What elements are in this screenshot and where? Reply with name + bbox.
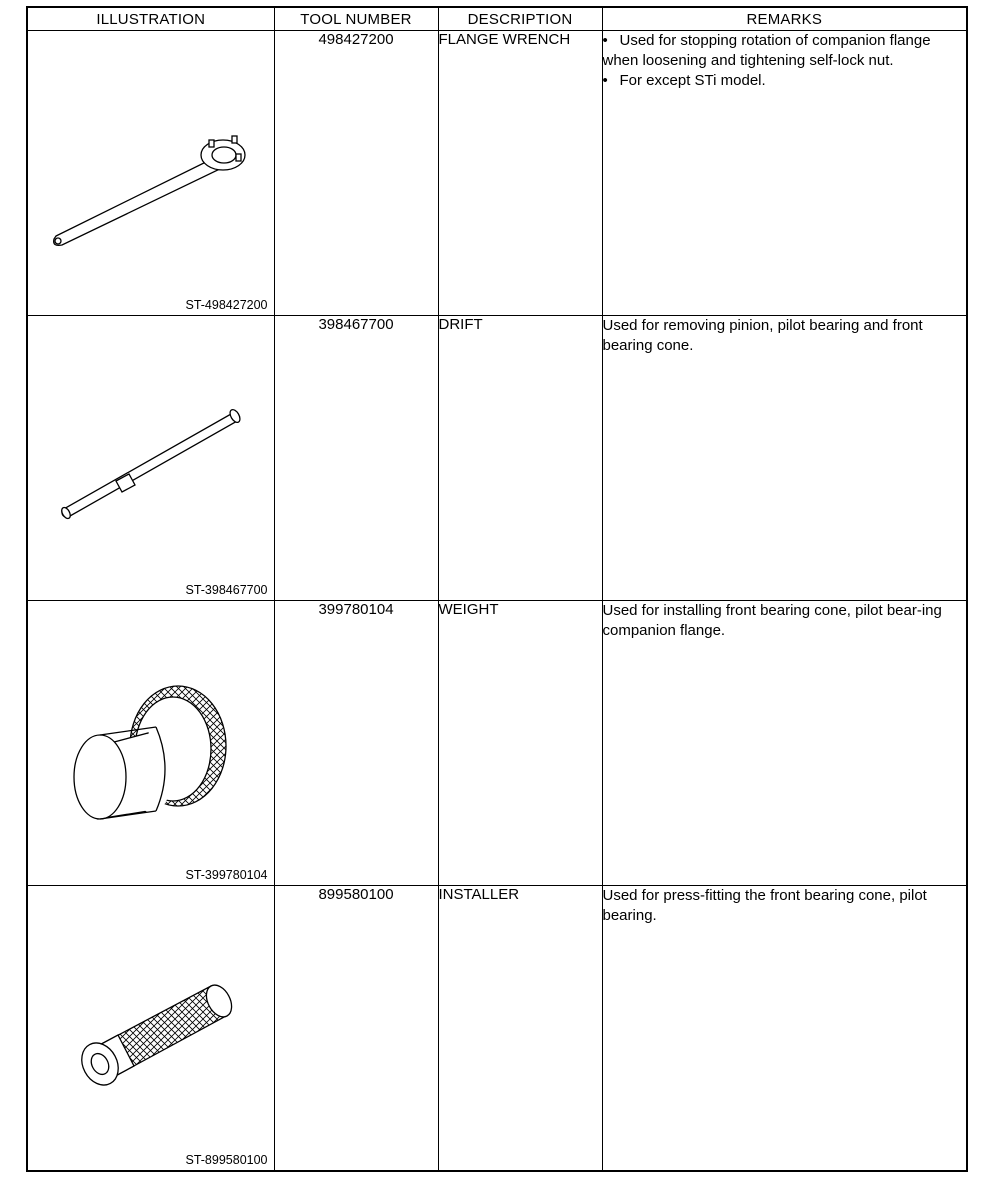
flange-wrench-icon	[28, 31, 274, 315]
illustration-code: ST-399780104	[185, 868, 268, 882]
illustration-cell	[27, 31, 274, 316]
remarks-bullet: • For except STi model.	[602, 72, 766, 89]
weight-icon	[28, 601, 274, 885]
header-tool-number: TOOL NUMBER	[274, 7, 438, 31]
tool-number: 899580100	[274, 886, 438, 1172]
special-tools-table	[26, 6, 968, 1172]
tool-description: FLANGE WRENCH	[438, 31, 602, 316]
illustration-cell	[27, 601, 274, 886]
table-header-row	[27, 7, 967, 31]
illustration-code: ST-498427200	[185, 298, 268, 312]
tool-remarks: Used for removing pinion, pilot bearing and front bearing cone.	[602, 316, 967, 601]
tool-remarks: Used for installing front bearing cone, pilot bear-ing companion flange.	[602, 601, 967, 886]
tool-remarks	[602, 31, 967, 316]
tool-remarks: Used for press-fitting the front bearing cone, pilot bearing.	[602, 886, 967, 1172]
header-description: DESCRIPTION	[438, 7, 602, 31]
drift-icon	[28, 316, 274, 600]
remarks-bullet-list	[603, 31, 967, 91]
table-row	[27, 601, 967, 886]
tool-description: WEIGHT	[438, 601, 602, 886]
tool-description: DRIFT	[438, 316, 602, 601]
illustration-cell	[27, 886, 274, 1172]
tool-number: 498427200	[274, 31, 438, 316]
illustration-cell	[27, 316, 274, 601]
illustration-code: ST-899580100	[185, 1153, 268, 1167]
table-row	[27, 316, 967, 601]
header-remarks: REMARKS	[602, 7, 967, 31]
header-illustration: ILLUSTRATION	[27, 7, 274, 31]
illustration-code: ST-398467700	[185, 583, 268, 597]
table-row	[27, 31, 967, 316]
tool-number: 398467700	[274, 316, 438, 601]
tool-description: INSTALLER	[438, 886, 602, 1172]
table-row	[27, 886, 967, 1172]
remarks-bullet: • Used for stopping rotation of companion flange when loosening and tightening self-lock nut.	[602, 32, 931, 69]
tool-number: 399780104	[274, 601, 438, 886]
installer-icon	[28, 886, 274, 1170]
